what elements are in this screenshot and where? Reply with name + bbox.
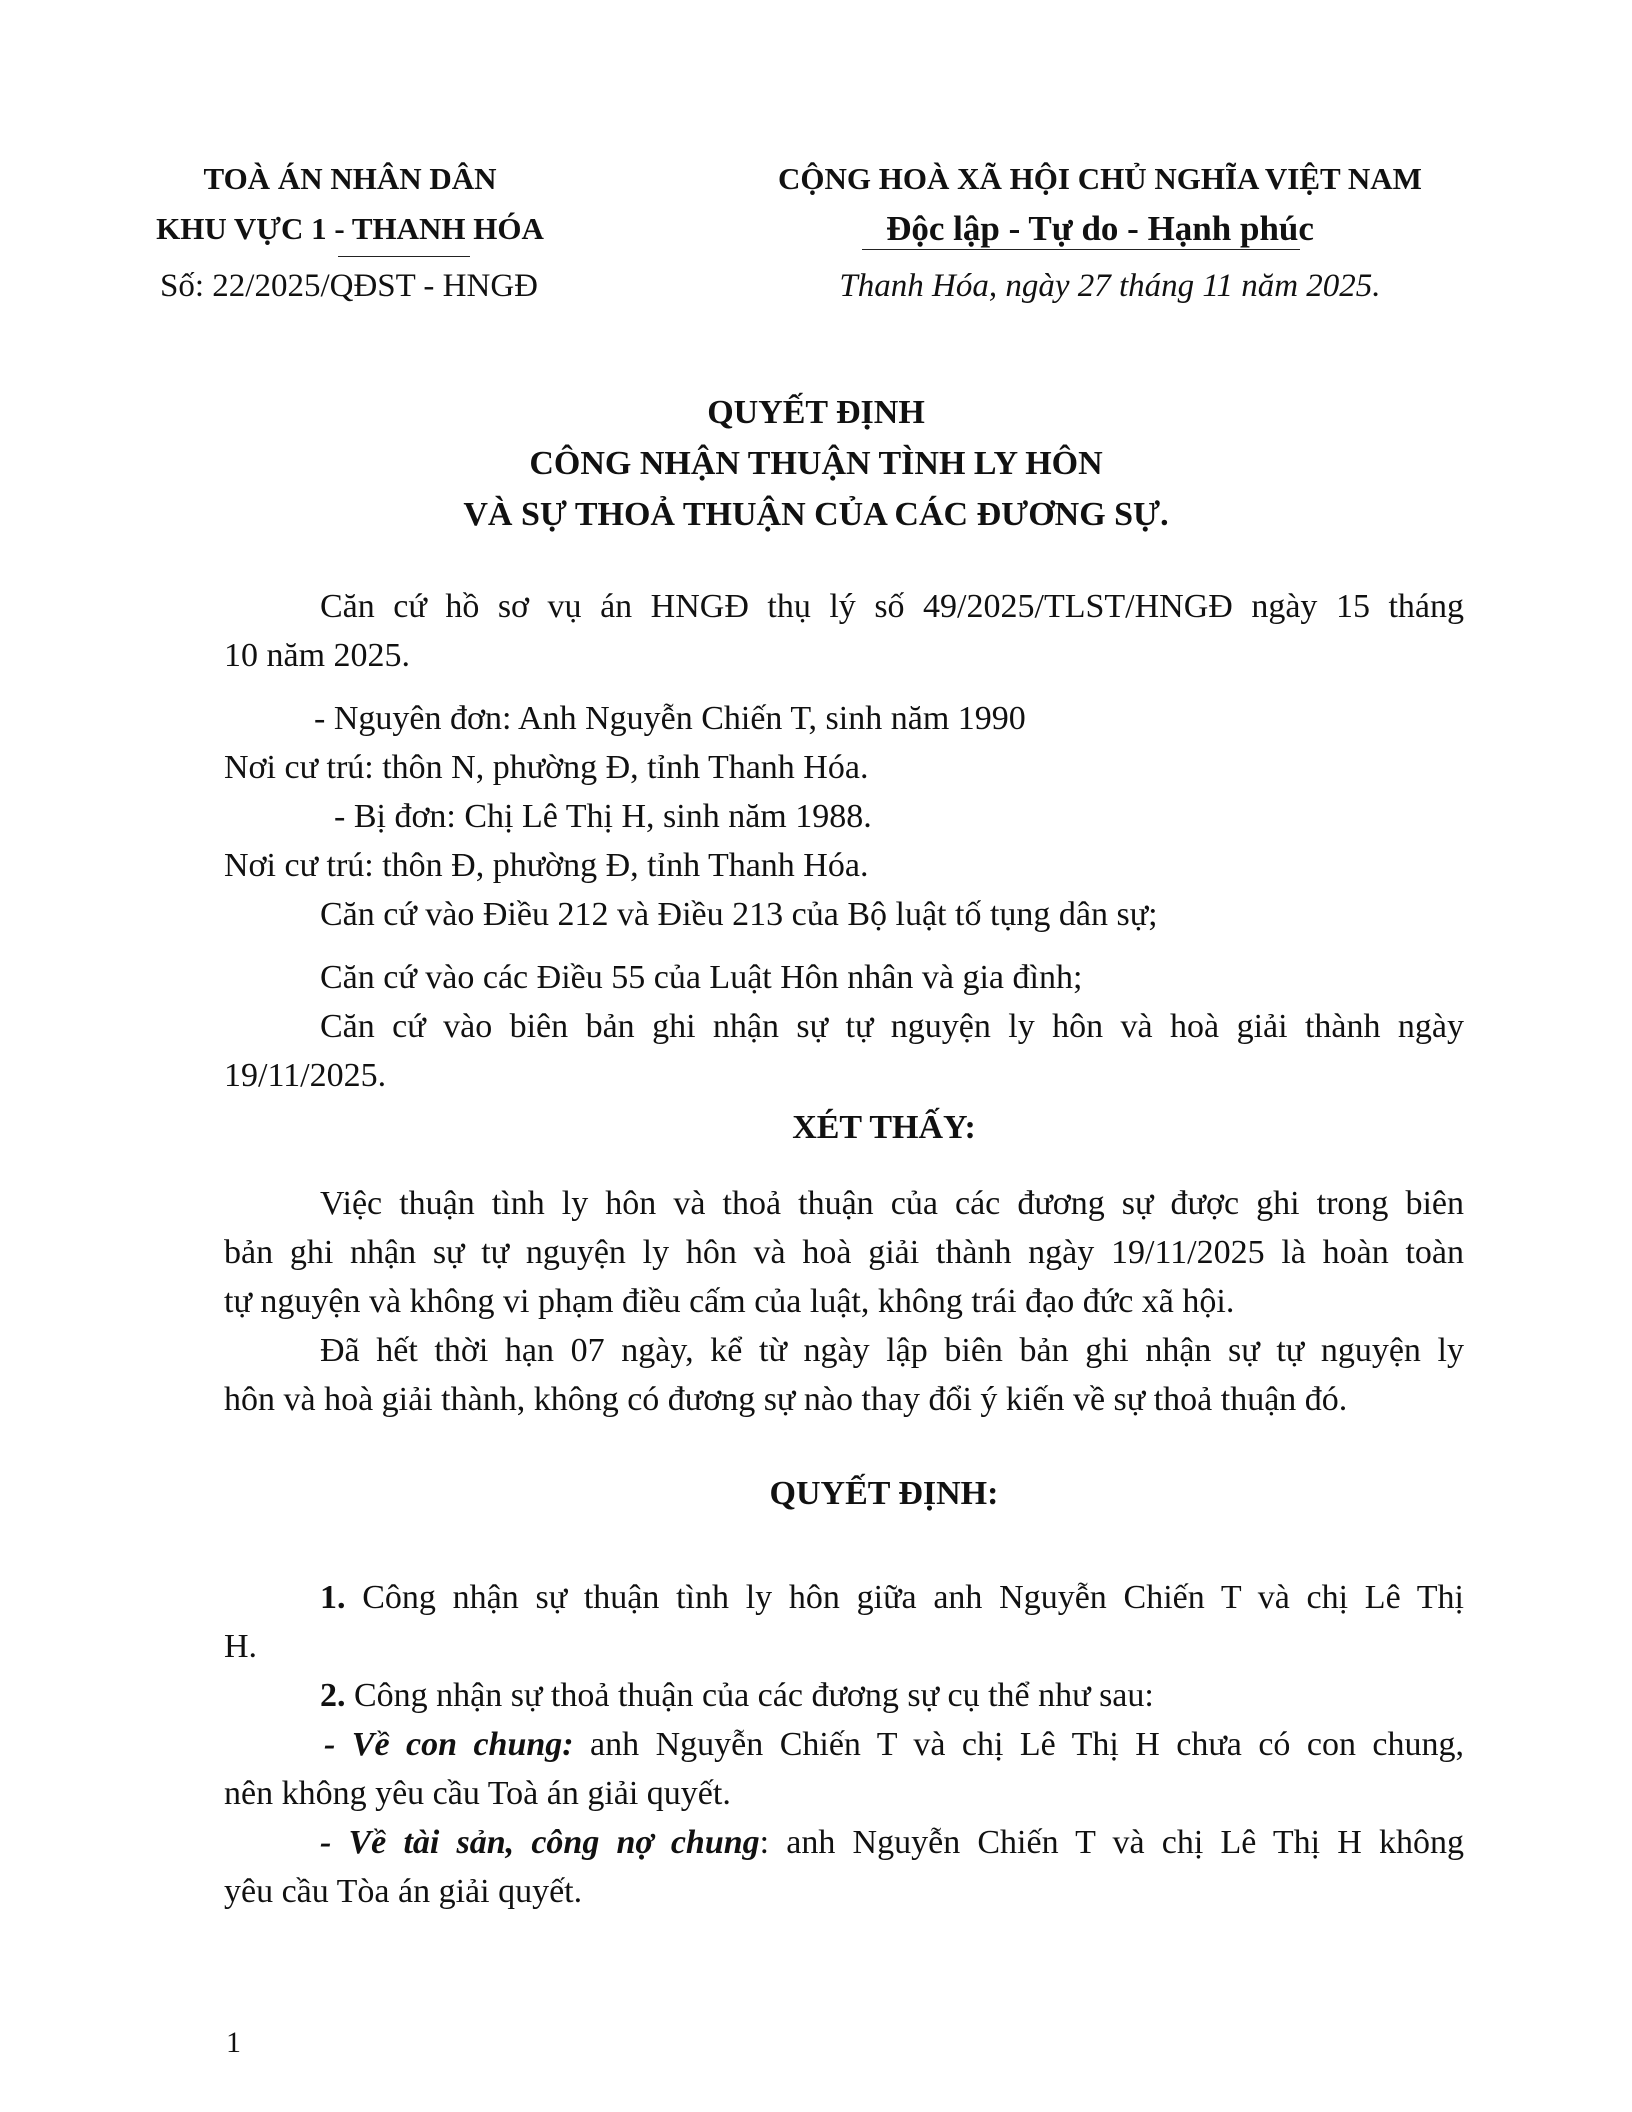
defendant: - Bị đơn: Chị Lê Thị H, sinh năm 1988. [334,798,872,835]
court-underline [338,256,470,257]
national-motto: Độc lập - Tự do - Hạnh phúc [886,209,1314,248]
basis-parties [224,694,1464,939]
children-clause: - Về con chung: anh Nguyễn Chiến T và chị Lê Thị H chưa có con chung, [324,1726,1464,1763]
plaintiff-residence: Nơi cư trú: thôn N, phường Đ, tỉnh Thanh Hóa. [224,749,869,786]
court-region: KHU VỰC 1 - THANH HÓA [156,211,544,246]
findings-paragraph-1: Việc thuận tình ly hôn và thoả thuận của các đương sự được ghi trong biên bản ghi nhận sự tự nguyện ly hôn và hoà giải thành ngày 19/11/2025 là hoàn toàn tự nguyện và không vi phạm điều cấm của luật, không trái đạo đức xã hội. [224,1185,1464,1320]
law-basis-1: Căn cứ vào Điều 212 và Điều 213 của Bộ luật tố tụng dân sự; [320,896,1158,933]
decision-heading: QUYẾT ĐỊNH: [769,1475,999,1512]
decision-item-1: 1. Công nhận sự thuận tình ly hôn giữa anh Nguyễn Chiến T và chị Lê Thị H. [224,1579,1464,1665]
title-line-3: VÀ SỰ THOẢ THUẬN CỦA CÁC ĐƯƠNG SỰ. [463,496,1169,533]
decision-item-2: 2. Công nhận sự thoả thuận của các đương sự cụ thể như sau: - Về con chung: anh Nguyễn Chiến T và chị Lê Thị H chưa có con chung, nên không yêu cầu Toà án giải quyết. - Về tài sản, công nợ chung: anh Nguyễn Chiến T và chị Lê Thị H không yêu cầu Tòa án giải quyết. [224,1677,1464,1910]
place-date: Thanh Hóa, ngày 27 tháng 11 năm 2025. [839,268,1381,304]
law-basis-2: Căn cứ vào các Điều 55 của Luật Hôn nhân và gia đình; [320,959,1083,996]
court-name: TOÀ ÁN NHÂN DÂN [203,161,497,196]
decision-number: Số: 22/2025/QĐST - HNGĐ [160,268,539,304]
national-header [740,154,1460,254]
page-number: 1 [226,2026,241,2059]
findings-paragraph-2: Đã hết thời hạn 07 ngày, kể từ ngày lập biên bản ghi nhận sự tự nguyện ly hôn và hoà giải thành, không có đương sự nào thay đổi ý kiến về sự thoả thuận đó. [224,1332,1464,1418]
property-clause: - Về tài sản, công nợ chung: anh Nguyễn Chiến T và chị Lê Thị H không [320,1824,1464,1861]
defendant-residence: Nơi cư trú: thôn Đ, phường Đ, tỉnh Thanh Hóa. [224,847,869,884]
findings-heading: XÉT THẤY: [792,1109,976,1146]
document-title [0,387,1632,540]
basis-laws: Căn cứ vào các Điều 55 của Luật Hôn nhân và gia đình; Căn cứ vào biên bản ghi nhận sự tự nguyện ly hôn và hoà giải thành ngày 19/11/2025. [224,953,1464,1100]
plaintiff: - Nguyên đơn: Anh Nguyễn Chiến T, sinh năm 1990 [314,700,1026,737]
court-header [150,154,550,254]
nation-name: CỘNG HOÀ XÃ HỘI CHỦ NGHĨA VIỆT NAM [778,161,1422,196]
title-line-2: CÔNG NHẬN THUẬN TÌNH LY HÔN [529,445,1103,482]
basis-case-file: Căn cứ hồ sơ vụ án HNGĐ thụ lý số 49/2025/TLST/HNGĐ ngày 15 tháng 10 năm 2025. [224,588,1464,674]
motto-underline [862,249,1300,250]
title-line-1: QUYẾT ĐỊNH [707,394,925,431]
record-basis: Căn cứ vào biên bản ghi nhận sự tự nguyện ly hôn và hoà giải thành ngày [320,1008,1464,1045]
